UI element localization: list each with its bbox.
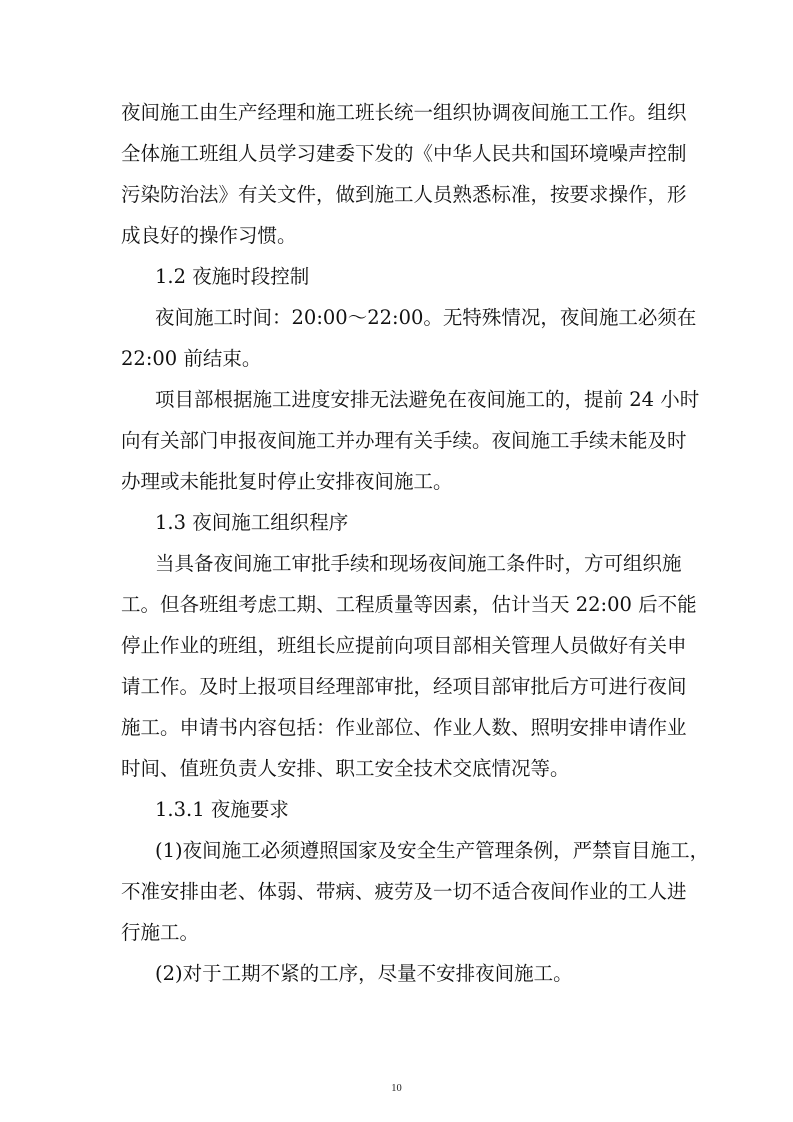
page-number: 10 <box>391 1083 402 1094</box>
paragraph-line: 工。但各班组考虑工期、工程质量等因素，估计当天 22:00 后不能 <box>121 593 697 616</box>
paragraph-line: 成良好的操作习惯。 <box>121 224 297 247</box>
paragraph-line: 停止作业的班组，班组长应提前向项目部相关管理人员做好有关申 <box>121 634 687 657</box>
paragraph-line: 污染防治法》有关文件，做到施工人员熟悉标准，按要求操作，形 <box>121 183 687 206</box>
paragraph-line: 请工作。及时上报项目经理部审批，经项目部审批后方可进行夜间 <box>121 675 687 698</box>
list-item-line: 不准安排由老、体弱、带病、疲劳及一切不适合夜间作业的工人进 <box>121 880 687 903</box>
paragraph-line: 夜间施工时间：20:00～22:00。无特殊情况，夜间施工必须在 <box>155 306 697 329</box>
list-item-line: (1)夜间施工必须遵照国家及安全生产管理条例，严禁盲目施工， <box>155 839 710 862</box>
document-body <box>121 92 710 994</box>
section-heading: 1.3 夜间施工组织程序 <box>155 511 349 534</box>
paragraph-line: 全体施工班组人员学习建委下发的《中华人民共和国环境噪声控制 <box>121 142 687 165</box>
section-heading: 1.2 夜施时段控制 <box>155 265 310 288</box>
paragraph-line: 夜间施工由生产经理和施工班长统一组织协调夜间施工工作。组织 <box>121 101 687 124</box>
list-item-line: 行施工。 <box>121 921 200 944</box>
paragraph-line: 办理或未能批复时停止安排夜间施工。 <box>121 470 453 493</box>
paragraph-line: 项目部根据施工进度安排无法避免在夜间施工的，提前 24 小时 <box>155 388 700 411</box>
paragraph-line: 当具备夜间施工审批手续和现场夜间施工条件时，方可组织施 <box>155 552 682 575</box>
subsection-heading: 1.3.1 夜施要求 <box>155 798 289 821</box>
paragraph-line: 时间、值班负责人安排、职工安全技术交底情况等。 <box>121 757 570 780</box>
paragraph-line: 22:00 前结束。 <box>121 347 262 370</box>
paragraph-line: 向有关部门申报夜间施工并办理有关手续。夜间施工手续未能及时 <box>121 429 687 452</box>
list-item-line: (2)对于工期不紧的工序，尽量不安排夜间施工。 <box>155 962 573 985</box>
paragraph-line: 施工。申请书内容包括：作业部位、作业人数、照明安排申请作业 <box>121 716 687 739</box>
